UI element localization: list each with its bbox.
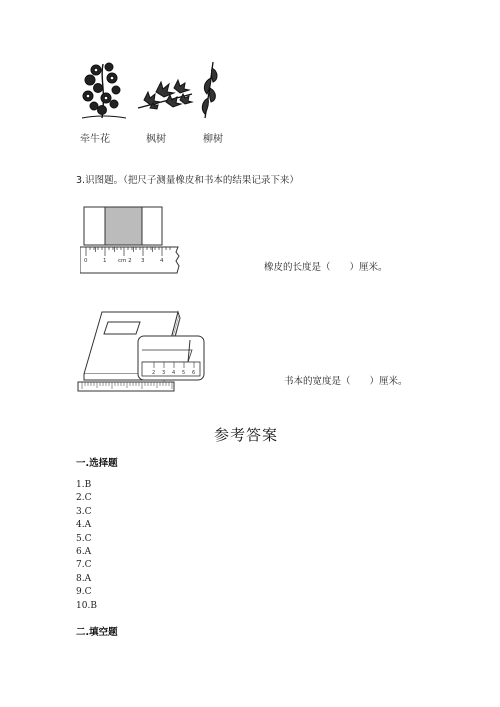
willow-illustration [199,60,223,120]
answer-item: 3.C [76,506,92,517]
maple-illustration [136,72,194,114]
plant-label-maple: 枫树 [146,134,166,145]
book-ruler-body [78,382,174,391]
morning-glory-illustration [76,58,132,122]
ruler-tick-4: 4 [160,258,164,264]
maple-branch-icon [136,72,194,114]
book-ruler-figure [76,306,206,396]
ruler-tick-2: cm 2 [118,258,132,264]
ruler-tick-3: 3 [141,258,145,264]
question-3-title: 3.识图题。（把尺子测量橡皮和书本的结果记录下来） [76,175,299,186]
eraser-ruler-figure [80,206,184,276]
willow-branch-icon [199,60,223,120]
answers-title: 参考答案 [214,426,279,444]
answer-item: 6.A [76,547,92,558]
ruler-tick-1: 1 [103,258,107,264]
eraser-length-question: 橡皮的长度是（ ）厘米。 [264,262,388,273]
book-ruler-tick-6: 6 [192,370,196,376]
answers-section-choice: 一.选择题 [76,458,118,469]
ruler-tick-0: 0 [84,258,88,264]
answer-item: 4.A [76,520,92,531]
book-ruler-tick-3: 3 [162,370,166,376]
book-width-question: 书本的宽度是（ ）厘米。 [284,376,408,387]
answer-item: 2.C [76,493,92,504]
eraser-shaded-part [105,207,142,245]
answer-item: 9.C [76,587,92,598]
book-title-label [104,322,140,334]
answers-list [76,479,97,613]
answer-item: 1.B [76,480,92,490]
book-ruler-tick-2: 2 [152,370,156,376]
answers-section-fill: 二.填空题 [76,627,118,638]
plant-label-willow: 柳树 [203,134,223,145]
plant-label-morning-glory: 牵牛花 [80,134,110,145]
answer-item: 5.C [76,533,92,544]
answer-item: 10.B [76,600,97,611]
answer-item: 7.C [76,560,92,571]
morning-glory-plant-icon [76,58,132,122]
book-ruler-tick-5: 5 [182,370,186,376]
answer-item: 8.A [76,573,92,584]
book-ruler-tick-4: 4 [172,370,176,376]
